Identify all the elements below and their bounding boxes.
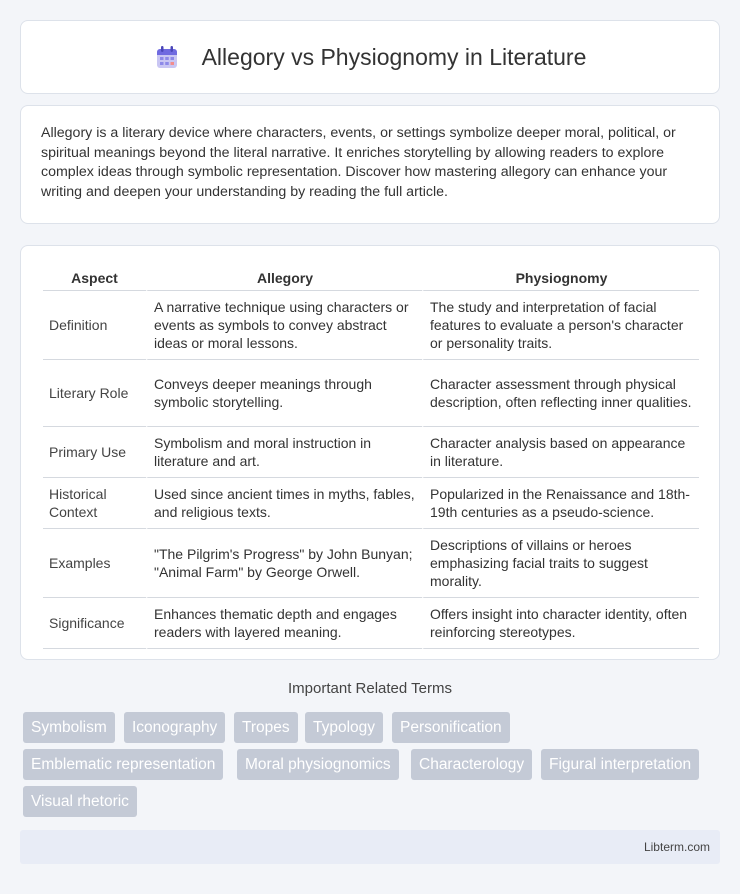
tag-visual-rhetoric[interactable]: Visual rhetoric — [23, 786, 137, 817]
tag-moral-physiognomics[interactable]: Moral physiognomics — [237, 749, 399, 780]
header-physiognomy: Physiognomy — [422, 266, 699, 291]
row-aspect: Historical Context — [43, 478, 146, 529]
row-aspect: Literary Role — [43, 360, 146, 427]
table-row — [43, 598, 699, 649]
header-card — [20, 20, 720, 94]
tag-characterology[interactable]: Characterology — [411, 749, 532, 780]
footer-site-link[interactable]: Libterm.com — [643, 840, 710, 854]
header-allegory: Allegory — [146, 266, 422, 291]
row-allegory: Used since ancient times in myths, fables, and religious texts. — [146, 478, 422, 529]
table-row — [43, 360, 699, 427]
intro-card — [20, 105, 720, 224]
row-aspect: Examples — [43, 529, 146, 598]
tag-typology[interactable]: Typology — [305, 712, 383, 743]
related-terms-title: Important Related Terms — [288, 680, 452, 697]
row-allegory: "The Pilgrim's Progress" by John Bunyan; "Animal Farm" by George Orwell. — [146, 529, 422, 598]
row-physiognomy: Character analysis based on appearance in literature. — [422, 427, 699, 478]
row-physiognomy: Character assessment through physical description, often reflecting inner qualities. — [422, 360, 699, 427]
tag-iconography[interactable]: Iconography — [124, 712, 225, 743]
table-row — [43, 291, 699, 360]
comparison-table — [43, 266, 699, 649]
tag-personification[interactable]: Personification — [392, 712, 510, 743]
calendar-icon — [154, 44, 180, 70]
table-row — [43, 427, 699, 478]
table-row — [43, 529, 699, 598]
footer — [20, 830, 720, 864]
page-title: Allegory vs Physiognomy in Literature — [201, 43, 587, 70]
table-row — [43, 478, 699, 529]
row-aspect: Significance — [43, 598, 146, 649]
tag-tropes[interactable]: Tropes — [234, 712, 298, 743]
header-aspect: Aspect — [43, 266, 146, 291]
table-header-row — [43, 266, 699, 291]
row-allegory: Conveys deeper meanings through symbolic storytelling. — [146, 360, 422, 427]
intro-paragraph: Allegory is a literary device where characters, events, or settings symbolize deeper moral, political, or spiritual meanings beyond the literal narrative. It enriches storytelling by allowing readers to explore complex ideas through symbolic representation. Discover how mastering allegory can enhance your writing and deepen your understanding by reading the full article. — [41, 125, 676, 200]
row-physiognomy: Popularized in the Renaissance and 18th-19th centuries as a pseudo-science. — [422, 478, 699, 529]
row-aspect: Definition — [43, 291, 146, 360]
row-physiognomy: Offers insight into character identity, often reinforcing stereotypes. — [422, 598, 699, 649]
row-allegory: Symbolism and moral instruction in literature and art. — [146, 427, 422, 478]
row-allegory: Enhances thematic depth and engages readers with layered meaning. — [146, 598, 422, 649]
row-aspect: Primary Use — [43, 427, 146, 478]
comparison-card — [20, 245, 720, 660]
row-physiognomy: The study and interpretation of facial features to evaluate a person's character or personality traits. — [422, 291, 699, 360]
tag-figural-interpretation[interactable]: Figural interpretation — [541, 749, 699, 780]
tag-symbolism[interactable]: Symbolism — [23, 712, 115, 743]
tag-emblematic-representation[interactable]: Emblematic representation — [23, 749, 223, 780]
row-physiognomy: Descriptions of villains or heroes emphasizing facial traits to suggest morality. — [422, 529, 699, 598]
row-allegory: A narrative technique using characters or events as symbols to convey abstract ideas or moral lessons. — [146, 291, 422, 360]
